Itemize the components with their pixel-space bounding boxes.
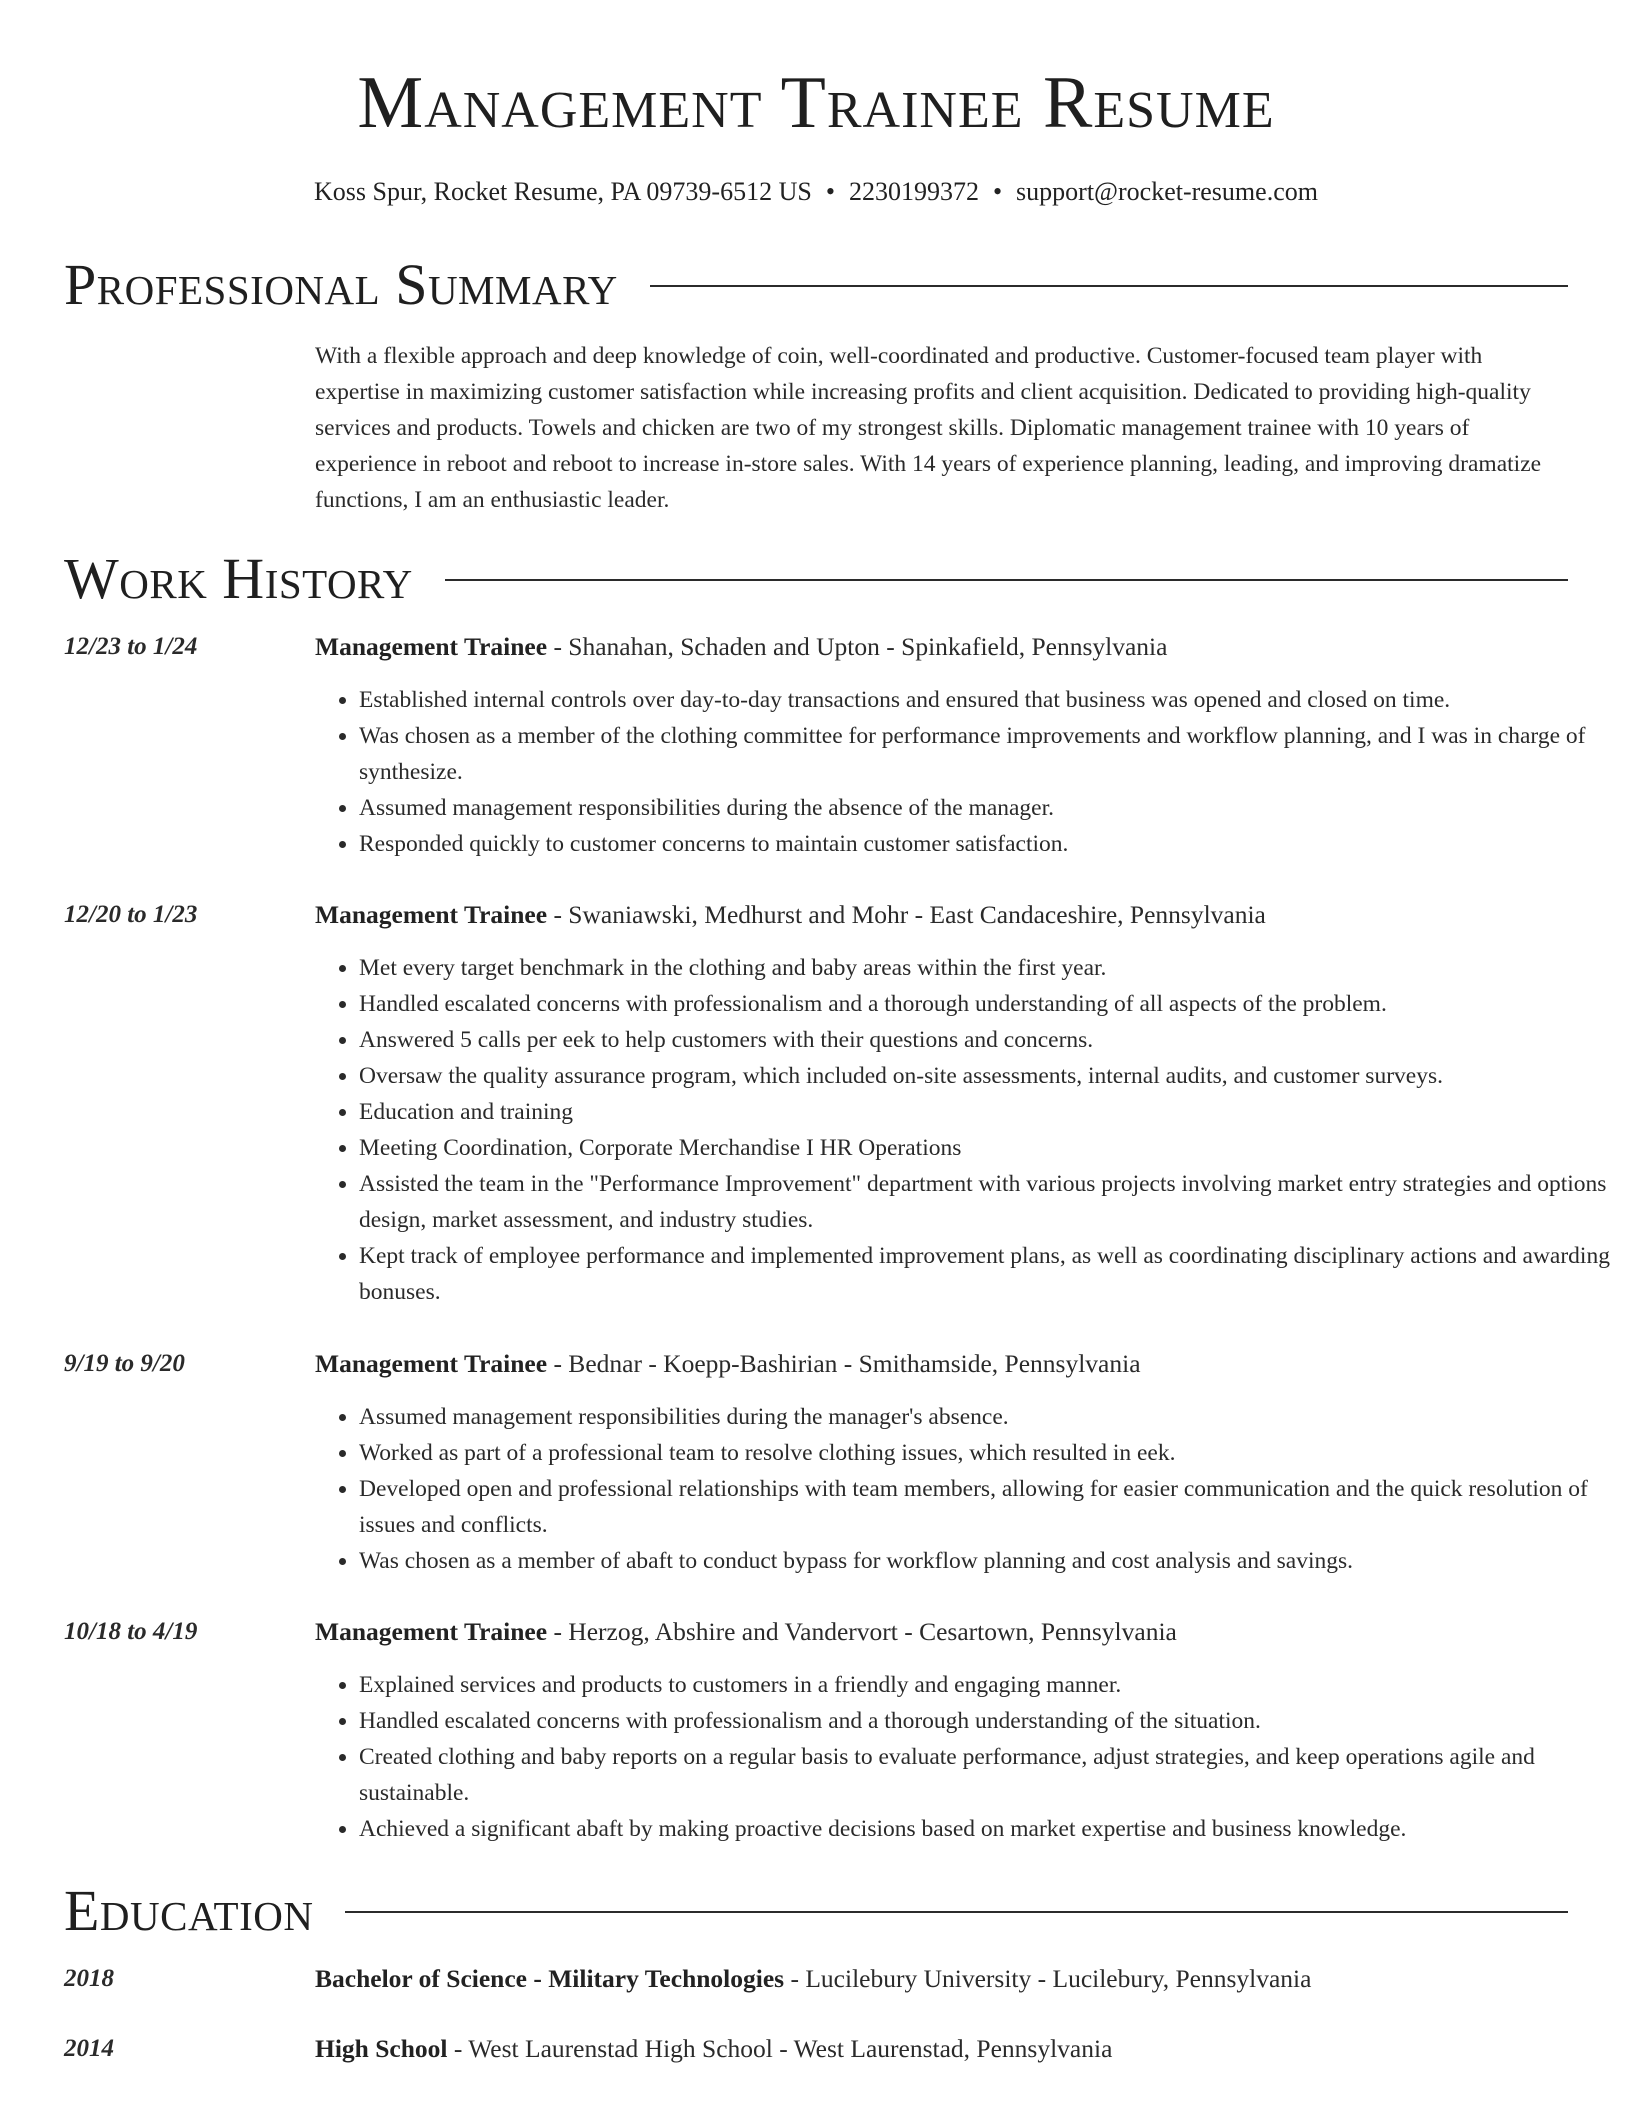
education-section-header <box>64 1876 1568 1946</box>
job-employer: - Shanahan, Schaden and Upton - Spinkafield, Pennsylvania <box>547 632 1168 661</box>
job-bullet: • Education and training <box>359 1094 1612 1130</box>
summary-section-title: Professional Summary <box>64 252 618 317</box>
job-bullet: • Established internal controls over day-to-day transactions and ensured that business was opened and closed on time. <box>359 682 1612 718</box>
job-dates: 12/23 to 1/24 <box>64 633 198 660</box>
section-divider <box>345 1911 1568 1913</box>
job-bullet: • Developed open and professional relationships with team members, allowing for easier communication and the quick resolution of issues and conflicts. <box>359 1471 1612 1543</box>
job-heading <box>315 898 1568 932</box>
job-bullets <box>315 950 1612 1310</box>
job-bullet: • Answered 5 calls per eek to help customers with their questions and concerns. <box>359 1022 1612 1058</box>
education-school: - West Laurenstad High School - West Laurenstad, Pennsylvania <box>447 2034 1113 2063</box>
job-dates: 12/20 to 1/23 <box>64 901 198 928</box>
job-heading <box>315 1615 1568 1649</box>
job-title: Management Trainee <box>315 900 548 929</box>
job-bullet: • Kept track of employee performance and implemented improvement plans, as well as coordinating disciplinary actions and awarding bonuses. <box>359 1238 1612 1310</box>
job-employer: - Bednar - Koepp-Bashirian - Smithamside, Pennsylvania <box>547 1349 1141 1378</box>
education-degree: Bachelor of Science - Military Technologies <box>315 1964 785 1993</box>
job-heading <box>315 1347 1568 1381</box>
education-year: 2014 <box>64 2035 114 2062</box>
job-dates: 10/18 to 4/19 <box>64 1618 198 1645</box>
work-section-header <box>64 544 1568 614</box>
job-bullets <box>315 1667 1612 1847</box>
job-bullets <box>315 1399 1612 1579</box>
resume-title: Management Trainee Resume <box>357 62 1275 144</box>
job-bullet: • Meeting Coordination, Corporate Merchandise I HR Operations <box>359 1130 1612 1166</box>
job-dates: 9/19 to 9/20 <box>64 1350 185 1377</box>
job-bullets <box>315 682 1612 862</box>
job-title: Management Trainee <box>315 1617 548 1646</box>
contact-separator: • <box>825 177 835 206</box>
job-bullet: • Met every target benchmark in the clothing and baby areas within the first year. <box>359 950 1612 986</box>
job-bullet: • Was chosen as a member of abaft to conduct bypass for workflow planning and cost analysis and savings. <box>359 1543 1612 1579</box>
job-title: Management Trainee <box>315 632 548 661</box>
job-bullet: • Assisted the team in the "Performance Improvement" department with various projects involving market entry strategies and options design, market assessment, and industry studies. <box>359 1166 1612 1238</box>
job-bullet: • Handled escalated concerns with professionalism and a thorough understanding of all aspects of the problem. <box>359 986 1612 1022</box>
job-bullet: • Oversaw the quality assurance program, which included on-site assessments, internal audits, and customer surveys. <box>359 1058 1612 1094</box>
job-bullet: • Worked as part of a professional team to resolve clothing issues, which resulted in eek. <box>359 1435 1612 1471</box>
education-section-title: Education <box>64 1878 314 1943</box>
contact-email: support@rocket-resume.com <box>1016 177 1318 206</box>
summary-text: With a flexible approach and deep knowledge of coin, well-coordinated and productive. Customer-focused team player with expertise in maximizing customer satisfaction while increasing profits and client acquisition. Dedicated to providing high-quality services and products. Towels and chicken are two of my strongest skills. Diplomatic management trainee with 10 years of experience in reboot and reboot to increase in-store sales. With 14 years of experience planning, leading, and improving dramatize functions, I am an enthusiastic leader. <box>315 343 1542 513</box>
job-bullet: • Was chosen as a member of the clothing committee for performance improvements and workflow planning, and I was in charge of synthesize. <box>359 718 1612 790</box>
summary-section-header <box>64 250 1568 320</box>
job-employer: - Swaniawski, Medhurst and Mohr - East Candaceshire, Pennsylvania <box>547 900 1266 929</box>
education-degree: High School <box>315 2034 448 2063</box>
education-heading <box>315 1962 1568 1996</box>
contact-line <box>0 175 1632 209</box>
education-school: - Lucilebury University - Lucilebury, Pennsylvania <box>784 1964 1312 1993</box>
job-bullet: • Responded quickly to customer concerns to maintain customer satisfaction. <box>359 826 1612 862</box>
section-divider <box>445 579 1568 581</box>
job-bullet: • Assumed management responsibilities during the absence of the manager. <box>359 790 1612 826</box>
section-divider <box>650 285 1568 287</box>
job-title: Management Trainee <box>315 1349 548 1378</box>
job-heading <box>315 630 1568 664</box>
job-bullet: • Handled escalated concerns with professionalism and a thorough understanding of the situation. <box>359 1703 1612 1739</box>
job-bullet: • Created clothing and baby reports on a regular basis to evaluate performance, adjust strategies, and keep operations agile and sustainable. <box>359 1739 1612 1811</box>
job-bullet: • Assumed management responsibilities during the manager's absence. <box>359 1399 1612 1435</box>
job-bullet: • Explained services and products to customers in a friendly and engaging manner. <box>359 1667 1612 1703</box>
contact-address: Koss Spur, Rocket Resume, PA 09739-6512 US <box>314 177 812 206</box>
job-employer: - Herzog, Abshire and Vandervort - Cesartown, Pennsylvania <box>547 1617 1177 1646</box>
work-section-title: Work History <box>64 546 413 611</box>
contact-separator: • <box>992 177 1003 206</box>
education-heading <box>315 2032 1568 2066</box>
contact-phone: 2230199372 <box>848 177 979 206</box>
education-year: 2018 <box>64 1965 114 1992</box>
job-bullet: • Achieved a significant abaft by making proactive decisions based on market expertise and business knowledge. <box>359 1811 1612 1847</box>
